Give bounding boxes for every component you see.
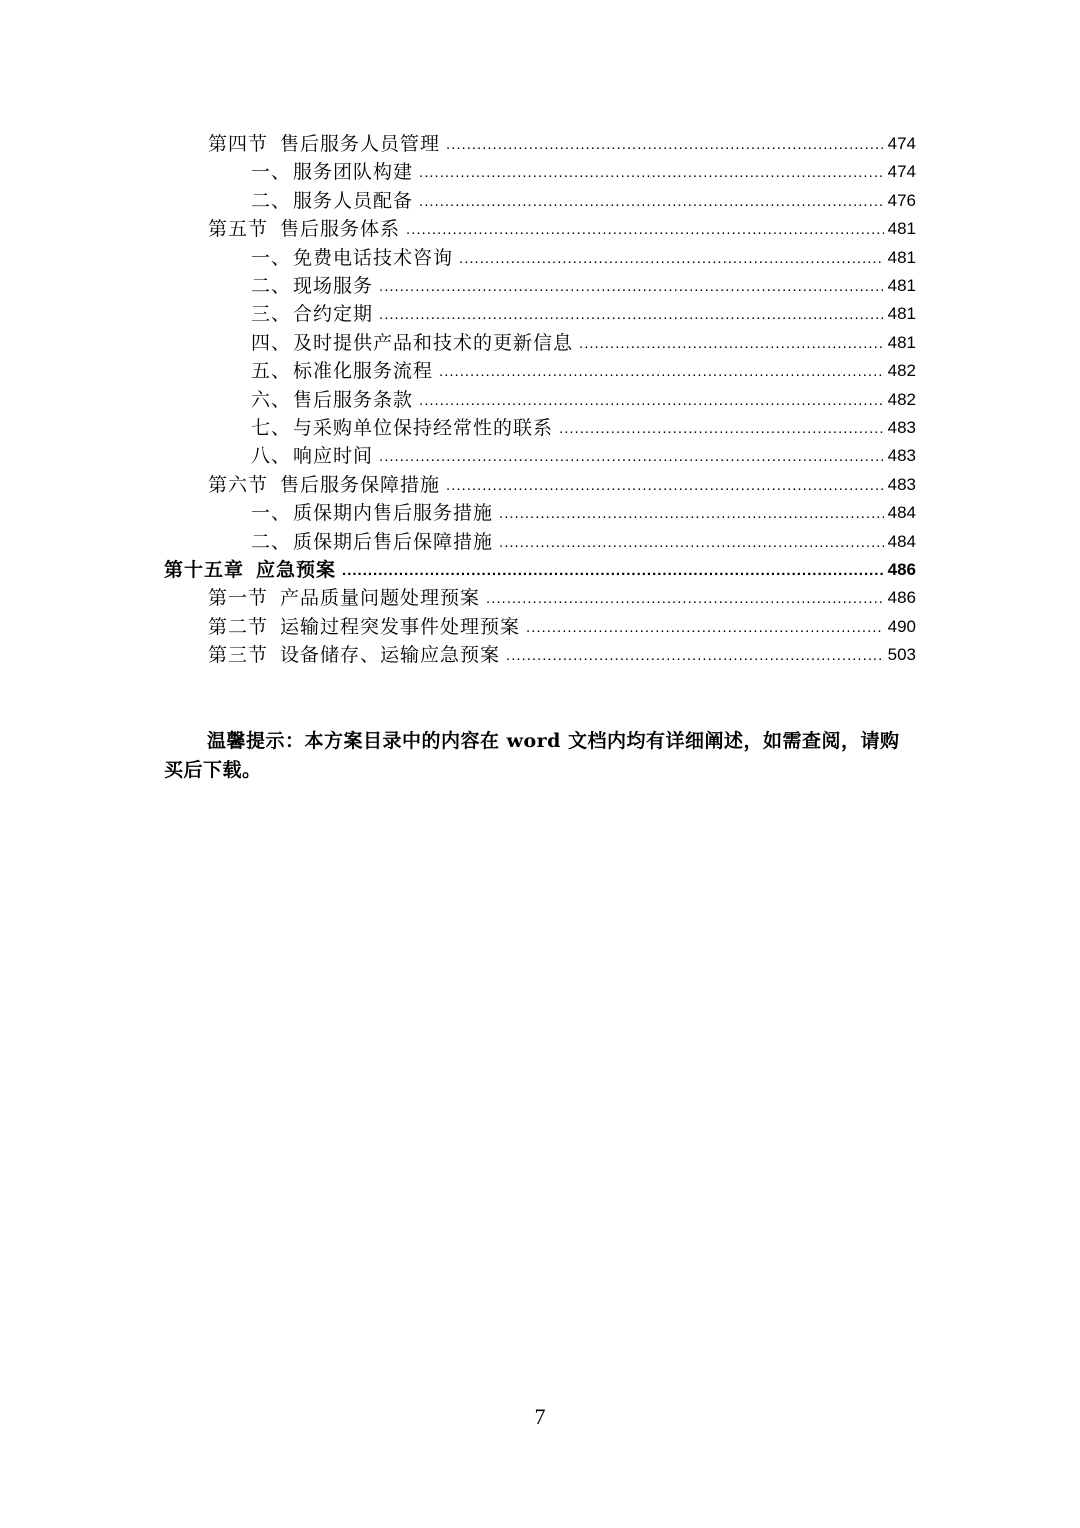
toc-entry-label: 七、 (251, 417, 292, 439)
toc-entry-text: 响应时间 (293, 445, 374, 467)
toc-entry-label: 六、 (251, 389, 292, 411)
toc-entry-title (251, 158, 413, 186)
toc-entry-title (251, 386, 413, 414)
toc-entry-text: 及时提供产品和技术的更新信息 (293, 332, 574, 354)
toc-dot-leader (459, 248, 884, 270)
toc-entry-title (251, 300, 373, 328)
toc-entry-title (251, 442, 373, 470)
toc-entry-text: 产品质量问题处理预案 (280, 587, 481, 609)
toc-entry-title (251, 187, 413, 215)
toc-entry-title (251, 329, 573, 357)
toc-entry-page: 486 (887, 560, 916, 579)
toc-entry-page: 481 (887, 219, 916, 238)
toc-dot-leader (486, 588, 884, 610)
toc-entry-text: 质保期内售后服务措施 (293, 502, 494, 524)
toc-entry-page: 484 (887, 532, 916, 551)
toc-entry[interactable] (251, 357, 916, 385)
toc-entry-label: 五、 (251, 360, 292, 382)
toc-entry-label: 第四节 (208, 133, 269, 155)
toc-entry[interactable] (251, 187, 916, 215)
toc-entry-title (208, 215, 400, 243)
toc-entry-label: 一、 (251, 161, 292, 183)
toc-entry-text: 合约定期 (293, 303, 374, 325)
toc-entry-label: 第三节 (208, 644, 269, 666)
toc-entry-page: 484 (887, 503, 916, 522)
toc-entry[interactable] (208, 584, 916, 612)
toc-dot-leader (526, 617, 884, 639)
toc-entry-title (251, 499, 493, 527)
toc-entry-text: 服务团队构建 (293, 161, 414, 183)
toc-entry[interactable] (208, 215, 916, 243)
toc-entry[interactable] (251, 158, 916, 186)
toc-entry-title (251, 244, 453, 272)
toc-dot-leader (446, 475, 884, 497)
toc-entry-text: 售后服务条款 (293, 389, 414, 411)
toc-entry-label: 二、 (251, 190, 292, 212)
toc-dot-leader (499, 532, 884, 554)
toc-entry-text: 售后服务体系 (280, 218, 401, 240)
toc-entry-label: 第五节 (208, 218, 269, 240)
toc-dot-leader (499, 503, 884, 525)
toc-entry[interactable] (251, 244, 916, 272)
toc-entry-text: 与采购单位保持经常性的联系 (293, 417, 554, 439)
toc-entry-title (208, 130, 440, 158)
toc-entry-page: 481 (887, 248, 916, 267)
toc-entry-page: 474 (887, 134, 916, 153)
toc-entry[interactable] (251, 528, 916, 556)
toc-entry-label: 第十五章 (164, 559, 245, 581)
toc-entry[interactable] (208, 641, 916, 669)
toc-entry-page: 483 (887, 418, 916, 437)
toc-entry-page: 483 (887, 446, 916, 465)
toc-dot-leader (446, 134, 884, 156)
toc-entry-label: 二、 (251, 275, 292, 297)
toc-entry-text: 应急预案 (256, 559, 337, 581)
toc-entry[interactable] (251, 386, 916, 414)
toc-entry[interactable] (251, 442, 916, 470)
toc-entry[interactable] (251, 329, 916, 357)
toc-entry-title (251, 357, 433, 385)
toc-entry-title (208, 613, 520, 641)
toc-entry-page: 474 (887, 162, 916, 181)
toc-entry-text: 设备储存、运输应急预案 (280, 644, 501, 666)
toc-entry-text: 售后服务保障措施 (280, 474, 441, 496)
toc-entry-text: 服务人员配备 (293, 190, 414, 212)
toc-entry-title (208, 584, 480, 612)
toc-dot-leader (439, 361, 884, 383)
toc-dot-leader (342, 560, 884, 582)
toc-entry-title (251, 528, 493, 556)
toc-entry-page: 481 (887, 276, 916, 295)
toc-dot-leader (579, 333, 884, 355)
toc-entry-page: 481 (887, 333, 916, 352)
toc-dot-leader (419, 191, 884, 213)
toc-entry-label: 第六节 (208, 474, 269, 496)
toc-entry-text: 质保期后售后保障措施 (293, 531, 494, 553)
toc-entry-label: 四、 (251, 332, 292, 354)
toc-entry-title (164, 556, 336, 584)
toc-entry-label: 第二节 (208, 616, 269, 638)
toc-entry-text: 现场服务 (293, 275, 374, 297)
toc-entry-page: 490 (887, 617, 916, 636)
toc-entry-page: 481 (887, 304, 916, 323)
toc-entry[interactable] (164, 556, 916, 584)
toc-entry-page: 476 (887, 191, 916, 210)
toc-entry-page: 503 (887, 645, 916, 664)
page-number: 7 (534, 1404, 546, 1429)
toc-entry[interactable] (251, 300, 916, 328)
notice-text: 温馨提示：本方案目录中的内容在 word 文档内均有详细阐述，如需查阅，请购买后下载。 (164, 730, 900, 781)
toc-entry-page: 482 (887, 390, 916, 409)
toc-entry-title (208, 471, 440, 499)
notice-paragraph (164, 727, 916, 785)
toc-entry-label: 一、 (251, 502, 292, 524)
toc-entry-text: 免费电话技术咨询 (293, 247, 454, 269)
toc-entry-text: 售后服务人员管理 (280, 133, 441, 155)
toc-dot-leader (559, 418, 884, 440)
toc-entry-page: 483 (887, 475, 916, 494)
toc-entry[interactable] (208, 471, 916, 499)
toc-entry[interactable] (251, 499, 916, 527)
toc-entry[interactable] (251, 272, 916, 300)
toc-dot-leader (406, 219, 884, 241)
toc-entry-title (251, 272, 373, 300)
toc-dot-leader (419, 390, 884, 412)
toc-entry-label: 一、 (251, 247, 292, 269)
toc-entry-text: 运输过程突发事件处理预案 (280, 616, 521, 638)
toc-entry-label: 八、 (251, 445, 292, 467)
toc-dot-leader (379, 304, 884, 326)
toc-entry-text: 标准化服务流程 (293, 360, 434, 382)
toc-entry-page: 486 (887, 588, 916, 607)
toc-entry-label: 二、 (251, 531, 292, 553)
toc-dot-leader (379, 446, 884, 468)
toc-entry[interactable] (208, 613, 916, 641)
toc-entry[interactable] (208, 130, 916, 158)
toc-entry-label: 第一节 (208, 587, 269, 609)
toc-entry-title (208, 641, 500, 669)
toc-dot-leader (419, 162, 884, 184)
toc-entry[interactable] (251, 414, 916, 442)
toc-entry-label: 三、 (251, 303, 292, 325)
toc-entry-title (251, 414, 553, 442)
toc-dot-leader (379, 276, 884, 298)
toc-entry-page: 482 (887, 361, 916, 380)
toc-dot-leader (506, 645, 884, 667)
